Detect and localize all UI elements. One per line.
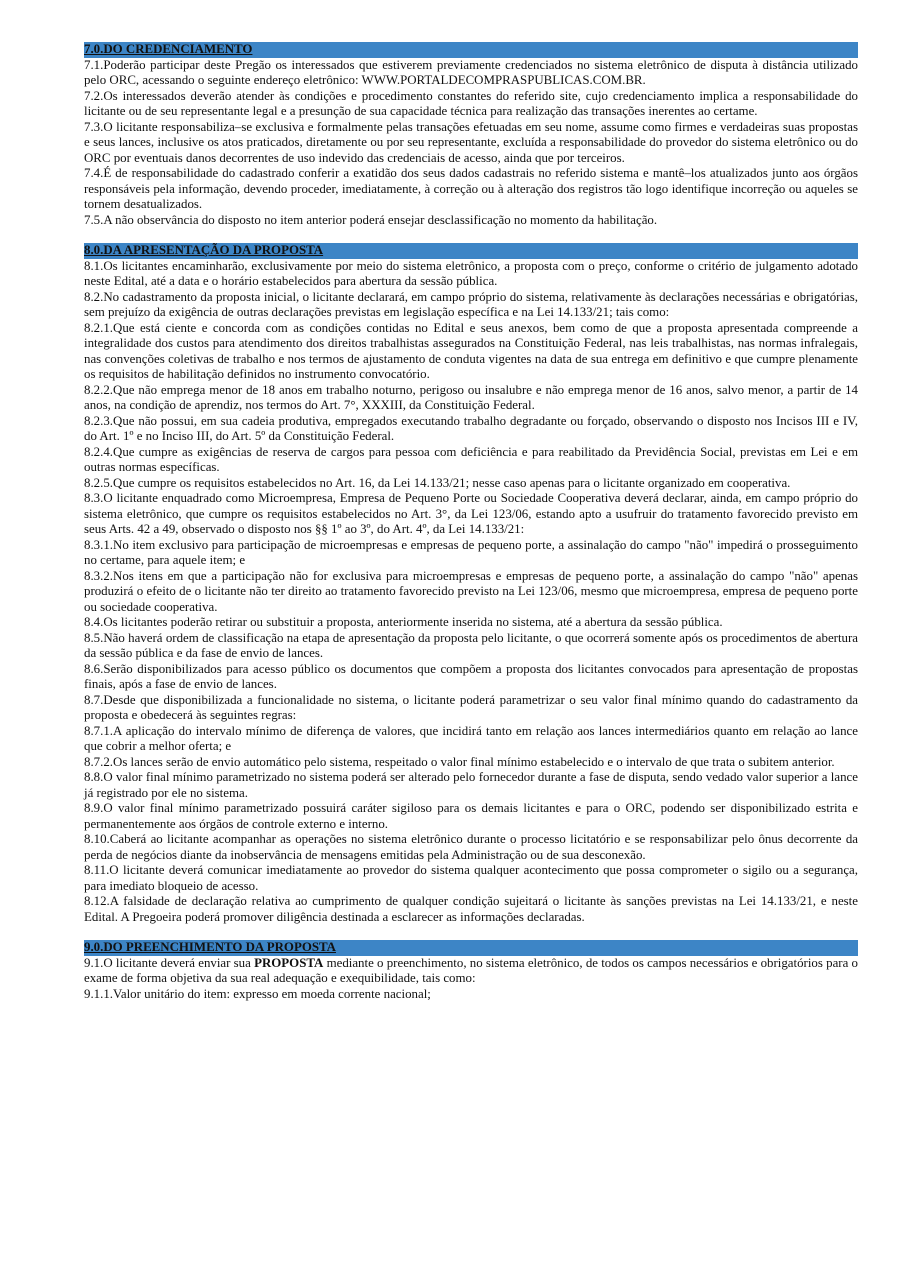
paragraph-8-5: 8.5.Não haverá ordem de classificação na etapa de apresentação da proposta pelo licitante, o que ocorrerá somente após os procedimentos de abertura da sessão pública e da fase de envio de lances.: [84, 630, 858, 660]
paragraph-8-4: 8.4.Os licitantes poderão retirar ou substituir a proposta, anteriormente inserida no sistema, até a abertura da sessão pública.: [84, 615, 723, 629]
document-page: [84, 42, 858, 1017]
section-heading: 9.0.DO PREENCHIMENTO DA PROPOSTA: [84, 940, 858, 956]
paragraph-8-3-1: 8.3.1.No item exclusivo para participação de microempresas e empresas de pequeno porte, a assinalação do campo "não" impedirá o prosseguimento no certame, para aquele item; e: [84, 537, 858, 567]
paragraph-8-9: 8.9.O valor final mínimo parametrizado possuirá caráter sigiloso para os demais licitantes e para o ORC, podendo ser disponibilizado estrita e permanentemente aos órgãos de controle externo e interno.: [84, 801, 858, 831]
paragraph-9-1: [84, 956, 858, 987]
paragraph-8-7: 8.7.Desde que disponibilizada a funcionalidade no sistema, o licitante poderá parametrizar o seu valor final mínimo quando do cadastramento da proposta e obedecerá às seguintes regras:: [84, 692, 858, 722]
paragraph-8-12: 8.12.A falsidade de declaração relativa ao cumprimento de qualquer condição sujeitará o licitante às sanções previstas na Lei 14.133/21, e neste Edital. A Pregoeira poderá promover diligência destinada a esclarecer as informações declaradas.: [84, 894, 858, 924]
paragraph-8-11: 8.11.O licitante deverá comunicar imediatamente ao provedor do sistema qualquer acontecimento que possa comprometer o sigilo ou a segurança, para imediato bloqueio de acesso.: [84, 863, 858, 893]
paragraph-8-2-2: 8.2.2.Que não emprega menor de 18 anos em trabalho noturno, perigoso ou insalubre e não emprega menor de 16 anos, salvo menor, a partir de 14 anos, na condição de aprendiz, nos termos do Art. 7°, XXXIII, da Constituição Federal.: [84, 382, 858, 412]
paragraph-8-3: 8.3.O licitante enquadrado como Microempresa, Empresa de Pequeno Porte ou Sociedade Cooperativa deverá declarar, ainda, em campo próprio do sistema eletrônico, que cumpre os requisitos estabelecidos no Art. 3°, da Lei 123/06, estando apto a usufruir do tratamento favorecido previsto em seus Arts. 42 a 49, observado o disposto nos §§ 1º ao 3º, do Art. 4º, da Lei 14.133/21:: [84, 491, 858, 536]
section-heading: 8.0.DA APRESENTAÇÃO DA PROPOSTA: [84, 243, 858, 259]
paragraph-9-1-rest: mediante o preenchimento, no sistema eletrônico, de todos os campos necessários e obrigatórios para o exame de forma objetiva da sua real adequação e exequibilidade, tais como:: [84, 955, 858, 985]
paragraph-9-1-bold-term: PROPOSTA: [254, 955, 324, 970]
paragraph-7-2: 7.2.Os interessados deverão atender às condições e procedimento constantes do referido site, cujo credenciamento implica a responsabilidade do licitante ou de seu representante legal e a presunção de sua capacidade técnica para realização das transações inerentes ao certame.: [84, 88, 858, 118]
paragraph-7-1: 7.1.Poderão participar deste Pregão os interessados que estiverem previamente credenciados no sistema eletrônico de disputa à distância utilizado pelo ORC, acessando o seguinte endereço eletrônico: WWW.PORTALDECOMPRASPUBLICAS.COM.BR.: [84, 57, 858, 87]
paragraph-9-1-1: 9.1.1.Valor unitário do item: expresso em moeda corrente nacional;: [84, 986, 431, 1001]
paragraph-8-3-2: 8.3.2.Nos itens em que a participação não for exclusiva para microempresas e empresas de pequeno porte, a assinalação do campo "não" apenas produzirá o efeito de o licitante não ter direito ao tratamento favorecido previsto na Lei 123/06, mesmo que microempresa, empresa de pequeno porte ou sociedade cooperativa.: [84, 568, 858, 614]
section-apresentacao-proposta: [84, 243, 858, 925]
paragraph-7-3: 7.3.O licitante responsabiliza–se exclusiva e formalmente pelas transações efetuadas em seu nome, assume como firmes e verdadeiras suas propostas e seus lances, inclusive os atos praticados, diretamente ou por seu representante, excluída a responsabilidade do provedor do sistema eletrônico ou do ORC por eventuais danos decorrentes de uso indevido das credenciais de acesso, ainda que por terceiros.: [84, 119, 858, 165]
paragraph-8-8: 8.8.O valor final mínimo parametrizado no sistema poderá ser alterado pelo fornecedor durante a fase de disputa, sendo vedado valor superior a lance já registrado por ele no sistema.: [84, 770, 858, 800]
paragraph-8-2-4: 8.2.4.Que cumpre as exigências de reserva de cargos para pessoa com deficiência e para reabilitado da Previdência Social, previstas em Lei e em outras normas específicas.: [84, 444, 858, 474]
paragraph-8-10: 8.10.Caberá ao licitante acompanhar as operações no sistema eletrônico durante o processo licitatório e se responsabilizar pelo ônus decorrente da perda de negócios diante da inobservância de mensagens emitidas pela Administração ou de sua desconexão.: [84, 832, 858, 862]
paragraph-8-2-3: 8.2.3.Que não possui, em sua cadeia produtiva, empregados executando trabalho degradante ou forçado, observando o disposto nos Incisos III e IV, do Art. 1º e no Inciso III, do Art. 5º da Constituição Federal.: [84, 413, 858, 443]
section-preenchimento-proposta: [84, 940, 858, 1002]
paragraph-8-2-1: 8.2.1.Que está ciente e concorda com as condições contidas no Edital e seus anexos, bem como de que a proposta apresentada compreende a integralidade dos custos para atendimento dos direitos trabalhistas assegurados na Constituição Federal, nas leis trabalhistas, nas normas infralegais, nas convenções coletivas de trabalho e nos termos de ajustamento de conduta vigentes na data de sua entrega em definitivo e que cumpre plenamente os requisitos de habilitação definidos no instrumento convocatório.: [84, 320, 858, 381]
section-heading: 7.0.DO CREDENCIAMENTO: [84, 42, 858, 58]
paragraph-8-2: 8.2.No cadastramento da proposta inicial, o licitante declarará, em campo próprio do sistema, relativamente às declarações necessárias e obrigatórias, sem prejuízo da exigência de outras declarações previstas em legislação específica e na Lei 14.133/21; tais como:: [84, 289, 858, 319]
paragraph-9-1-lead: 9.1.O licitante deverá enviar sua: [84, 955, 255, 970]
paragraph-8-7-2: 8.7.2.Os lances serão de envio automático pelo sistema, respeitado o valor final mínimo estabelecido e o intervalo de que trata o subitem anterior.: [84, 754, 835, 769]
paragraph-8-7-1: 8.7.1.A aplicação do intervalo mínimo de diferença de valores, que incidirá tanto em relação aos lances intermediários quanto em relação ao lance que cobrir a melhor oferta; e: [84, 723, 858, 753]
section-credenciamento: [84, 42, 858, 228]
paragraph-7-4: 7.4.É de responsabilidade do cadastrado conferir a exatidão dos seus dados cadastrais no referido sistema e mantê–los atualizados junto aos órgãos responsáveis pela informação, devendo proceder, imediatamente, à correção ou à alteração dos registros tão logo identifique incorreção ou aqueles se tornem desatualizados.: [84, 166, 858, 211]
paragraph-8-1: 8.1.Os licitantes encaminharão, exclusivamente por meio do sistema eletrônico, a proposta com o preço, conforme o critério de julgamento adotado neste Edital, até a data e o horário estabelecidos para abertura da sessão pública.: [84, 258, 858, 288]
paragraph-8-6: 8.6.Serão disponibilizados para acesso público os documentos que compõem a proposta dos licitantes convocados para apresentação de propostas finais, após a fase de envio de lances.: [84, 661, 858, 691]
paragraph-7-5: 7.5.A não observância do disposto no item anterior poderá ensejar desclassificação no momento da habilitação.: [84, 212, 658, 227]
paragraph-8-2-5: 8.2.5.Que cumpre os requisitos estabelecidos no Art. 16, da Lei 14.133/21; nesse caso apenas para o licitante organizado em cooperativa.: [84, 475, 791, 490]
